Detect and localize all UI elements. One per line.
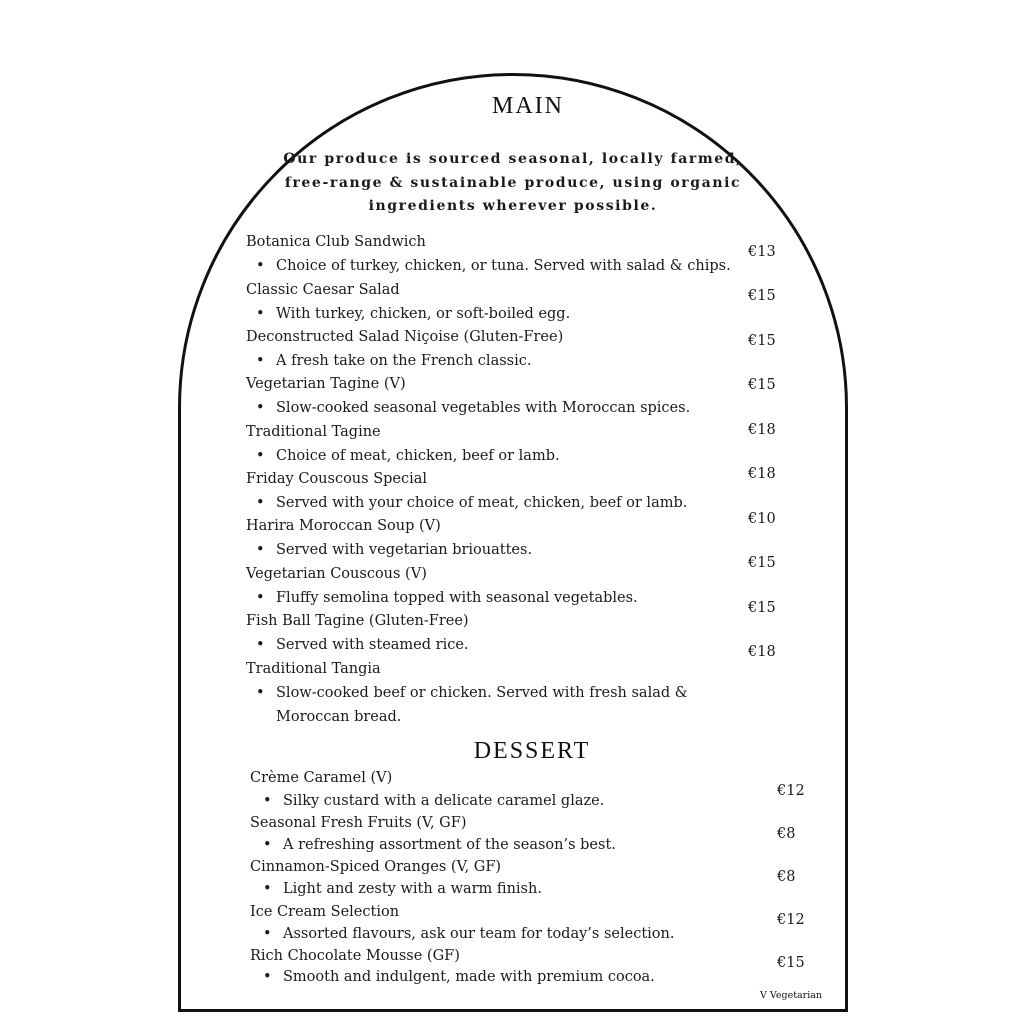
menu-item-price: €8	[777, 869, 796, 885]
menu-item-description: • A fresh take on the French classic.	[246, 353, 531, 369]
menu-item-price: €12	[777, 912, 805, 928]
menu-item-price: €18	[748, 466, 776, 482]
dessert-section-title: DESSERT	[473, 738, 591, 764]
menu-item-price: €15	[748, 377, 776, 393]
menu-item-price: €15	[748, 555, 776, 571]
menu-item-name: Cinnamon-Spiced Oranges (V, GF)	[250, 859, 502, 875]
menu-item-description: • Slow-cooked seasonal vegetables with Moroccan spices.	[246, 400, 690, 416]
menu-item-name: Deconstructed Salad Niçoise (Gluten-Free)	[246, 329, 564, 345]
menu-item-description: • Fluffy semolina topped with seasonal vegetables.	[246, 590, 638, 606]
menu-item-name: Ice Cream Selection	[250, 904, 400, 920]
menu-item-description: • Assorted flavours, ask our team for today’s selection.	[253, 926, 674, 942]
sourcing-intro: Our produce is sourced seasonal, locally farmed, free-range & sustainable produce, using organic ingredients wherever possible.	[283, 151, 743, 214]
menu-item-description: • Served with steamed rice.	[246, 637, 469, 653]
menu-item-name: Harira Moroccan Soup (V)	[246, 518, 441, 534]
menu-item-price: €18	[748, 422, 776, 438]
dietary-legend: V Vegetarian	[760, 990, 823, 1001]
menu-item-price: €8	[777, 826, 796, 842]
menu-item-description: • Choice of turkey, chicken, or tuna. Served with salad & chips.	[246, 258, 731, 274]
menu-item-name: Rich Chocolate Mousse (GF)	[250, 948, 460, 964]
menu-item-price: €15	[748, 333, 776, 349]
menu-item-price: €12	[777, 783, 805, 799]
menu-item-description: • A refreshing assortment of the season’s best.	[253, 837, 616, 853]
menu-item-name: Botanica Club Sandwich	[246, 234, 426, 250]
menu-item-name: Crème Caramel (V)	[250, 770, 393, 786]
main-section-title: MAIN	[492, 93, 564, 119]
menu-item-name: Traditional Tangia	[246, 661, 381, 677]
menu-item-description: • Silky custard with a delicate caramel glaze.	[253, 793, 604, 809]
menu-item-name: Vegetarian Couscous (V)	[246, 566, 427, 582]
menu-item-description: • With turkey, chicken, or soft-boiled egg.	[246, 306, 570, 322]
menu-item-name: Classic Caesar Salad	[246, 282, 400, 298]
menu-item-name: Traditional Tagine	[246, 424, 381, 440]
menu-item-description: • Slow-cooked beef or chicken. Served with fresh salad & Moroccan bread.	[246, 681, 716, 729]
menu-item-price: €10	[748, 511, 776, 527]
menu-item-name: Friday Couscous Special	[246, 471, 428, 487]
menu-item-description: • Served with your choice of meat, chicken, beef or lamb.	[246, 495, 687, 511]
menu-item-description: • Smooth and indulgent, made with premium cocoa.	[253, 969, 655, 985]
menu-item-name: Seasonal Fresh Fruits (V, GF)	[250, 815, 467, 831]
menu-item-description: • Light and zesty with a warm finish.	[253, 881, 542, 897]
menu-item-price: €15	[748, 288, 776, 304]
menu-item-description: • Served with vegetarian briouattes.	[246, 542, 532, 558]
menu-item-name: Fish Ball Tagine (Gluten-Free)	[246, 613, 469, 629]
menu-item-price: €15	[748, 600, 776, 616]
menu-item-description: • Choice of meat, chicken, beef or lamb.	[246, 448, 560, 464]
menu-item-name: Vegetarian Tagine (V)	[246, 376, 406, 392]
menu-item-price: €13	[748, 244, 776, 260]
menu-item-price: €15	[777, 955, 805, 971]
menu-item-price: €18	[748, 644, 776, 660]
